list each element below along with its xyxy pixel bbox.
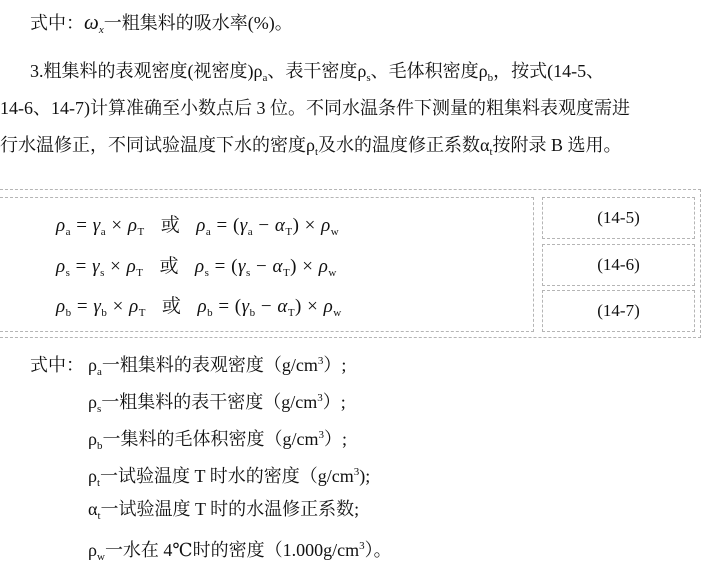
equation-number-14-7: (14-7) — [542, 290, 695, 332]
intro-line — [30, 10, 293, 42]
definition-item-3: $\rho_b$一集料的毛体积密度$(g/cm^3)$; — [88, 429, 347, 452]
formula-line-3: $\rho_b = \gamma_b \times \rho_T$ 或 $\rho_b = (\gamma_b - \alpha_T) \times \rho_w$ — [56, 295, 342, 319]
definition-item-6: $\rho_w$一水在 4℃时的密度$(1.000g/cm^3)$。 — [88, 540, 392, 563]
definition-item-2: $\rho_s$一粗集料的表干密度$(g/cm^3)$; — [88, 392, 346, 415]
equation-number-14-5: (14-5) — [542, 197, 695, 239]
intro-formula-text: $\omega_x$一粗集料的吸水率(%)。 — [84, 10, 293, 36]
paragraph-line-2: 14-6、14-7)计算准确至小数点后 3 位。不同水温条件下测量的粗集料表观度需进 — [0, 98, 630, 118]
definition-item-5: $\alpha_t$一试验温度 T 时的水温修正系数; — [88, 499, 360, 522]
formula-line-1: $\rho_a = \gamma_a \times \rho_T$ 或 $\rho_a = (\gamma_a - \alpha_T) \times \rho_w$ — [56, 215, 340, 239]
definition-text-1: $\rho_a$一粗集料的表观密度$(g/cm^3)$; — [88, 355, 347, 378]
definition-item-4: $\rho_t$一试验温度 T 时水的密度$(g/cm^3)$; — [88, 466, 371, 489]
formula-table — [0, 189, 701, 338]
definition-item-1 — [30, 349, 346, 384]
formula-cell — [0, 197, 534, 332]
paragraph-line-1: 3.粗集料的表观密度(视密度)$\rho_a$、表干密度$\rho_s$、毛体积密度$\rho_b$，按式(14-5、 — [30, 61, 605, 84]
formula-line-2: $\rho_s = \gamma_s \times \rho_T$ 或 $\rho_s = (\gamma_s - \alpha_T) \times \rho_w$ — [56, 255, 337, 279]
equation-number-column — [542, 197, 695, 332]
paragraph-line-3: 行水温修正，不同试验温度下水的密度$\rho_t$及水的温度修正系数$\alpha_t$按附录 B 选用。 — [0, 135, 622, 158]
intro-prefix: 式中： — [30, 13, 84, 33]
equation-number-14-6: (14-6) — [542, 244, 695, 286]
definitions-prefix: 式中： — [30, 355, 84, 375]
